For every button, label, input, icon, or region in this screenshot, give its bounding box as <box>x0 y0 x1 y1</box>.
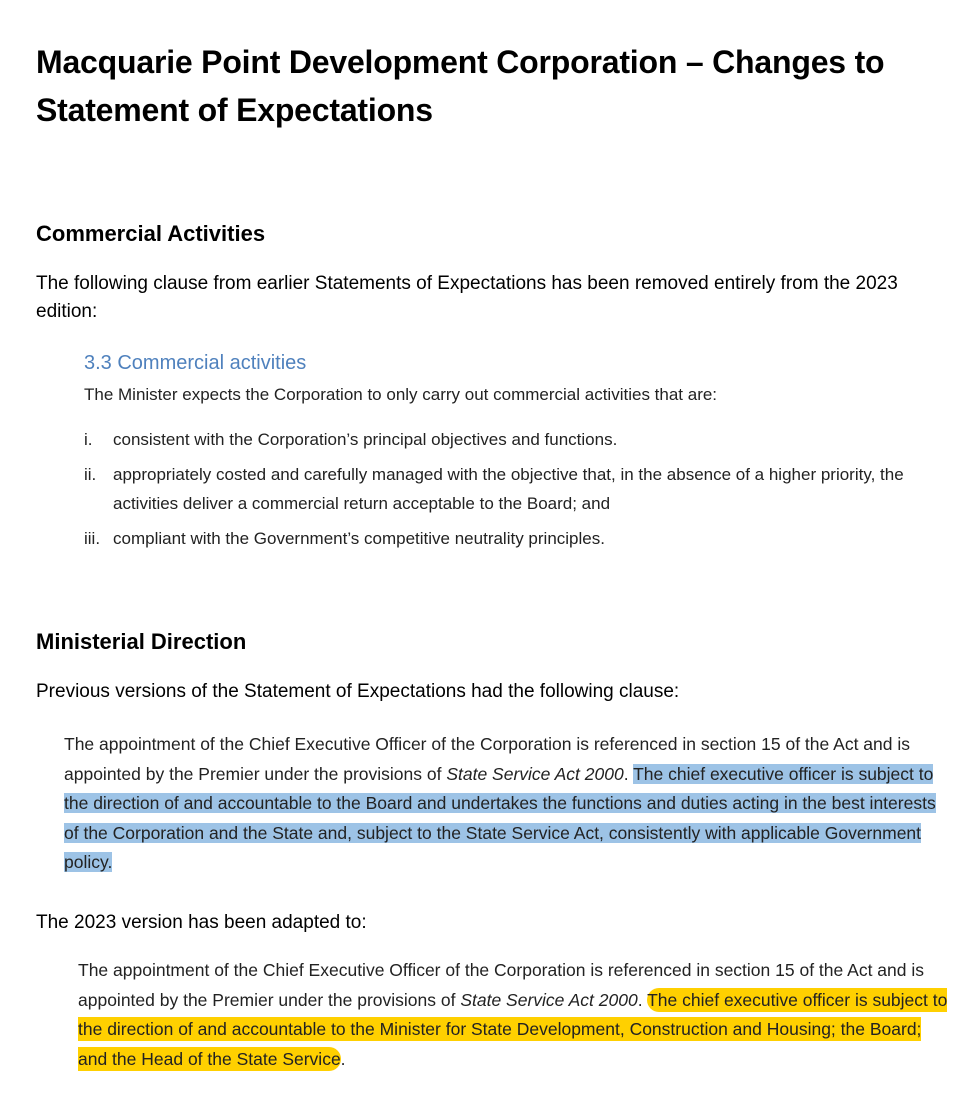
list-item <box>84 524 954 553</box>
new-clause-highlight: The chief executive officer is subject to the direction of and accountable to the Minister for State Development, Construction and Housing; the Board; and the Head of the State Service <box>78 989 948 1069</box>
transition-text: The 2023 version has been adapted to: <box>36 912 367 933</box>
new-clause-punct: . <box>637 989 648 1010</box>
list-item <box>84 460 954 518</box>
list-numeral: iii. <box>84 529 101 548</box>
new-clause-end: . <box>340 1048 346 1069</box>
list-item-text: appropriately costed and carefully managed with the objective that, in the absence of a higher priority, the activities deliver a commercial return acceptable to the Board; and <box>113 465 904 513</box>
list-numeral: ii. <box>84 465 97 484</box>
new-clause-text: The appointment of the Chief Executive Officer of the Corporation is referenced in section 15 of the Act and is appointed by the Premier under the provisions of <box>78 960 924 1010</box>
document-title: Macquarie Point Development Corporation – Changes to Statement of Expectations <box>36 44 885 128</box>
act-title-italic: State Service Act 2000 <box>446 763 624 784</box>
clause-intro: The Minister expects the Corporation to only carry out commercial activities that are: <box>84 385 718 404</box>
clause-list <box>84 425 954 559</box>
list-item-text: consistent with the Corporation’s principal objectives and functions. <box>113 430 618 449</box>
new-clause <box>78 956 954 1074</box>
old-clause-punct: . <box>623 763 634 784</box>
old-clause-text: The appointment of the Chief Executive Officer of the Corporation is referenced in section 15 of the Act and is appointed by the Premier under the provisions of <box>64 734 910 784</box>
section-heading-ministerial-direction: Ministerial Direction <box>36 629 247 654</box>
clause-heading: 3.3 Commercial activities <box>84 352 307 374</box>
section-heading-commercial-activities: Commercial Activities <box>36 221 266 246</box>
list-item-text: compliant with the Government’s competitive neutrality principles. <box>113 529 605 548</box>
list-item <box>84 425 954 454</box>
section-intro-commercial: The following clause from earlier Statements of Expectations has been removed entirely from the 2023 edition: <box>36 273 898 322</box>
list-numeral: i. <box>84 430 93 449</box>
old-clause-highlight: The chief executive officer is subject to the direction of and accountable to the Board and undertakes the functions and duties acting in the best interests of the Corporation and the State and, subject to the State Service Act, consistently with applicable Government policy. <box>64 763 936 872</box>
section-intro-ministerial: Previous versions of the Statement of Expectations had the following clause: <box>36 681 680 702</box>
old-clause <box>64 730 954 878</box>
act-title-italic: State Service Act 2000 <box>460 989 638 1010</box>
